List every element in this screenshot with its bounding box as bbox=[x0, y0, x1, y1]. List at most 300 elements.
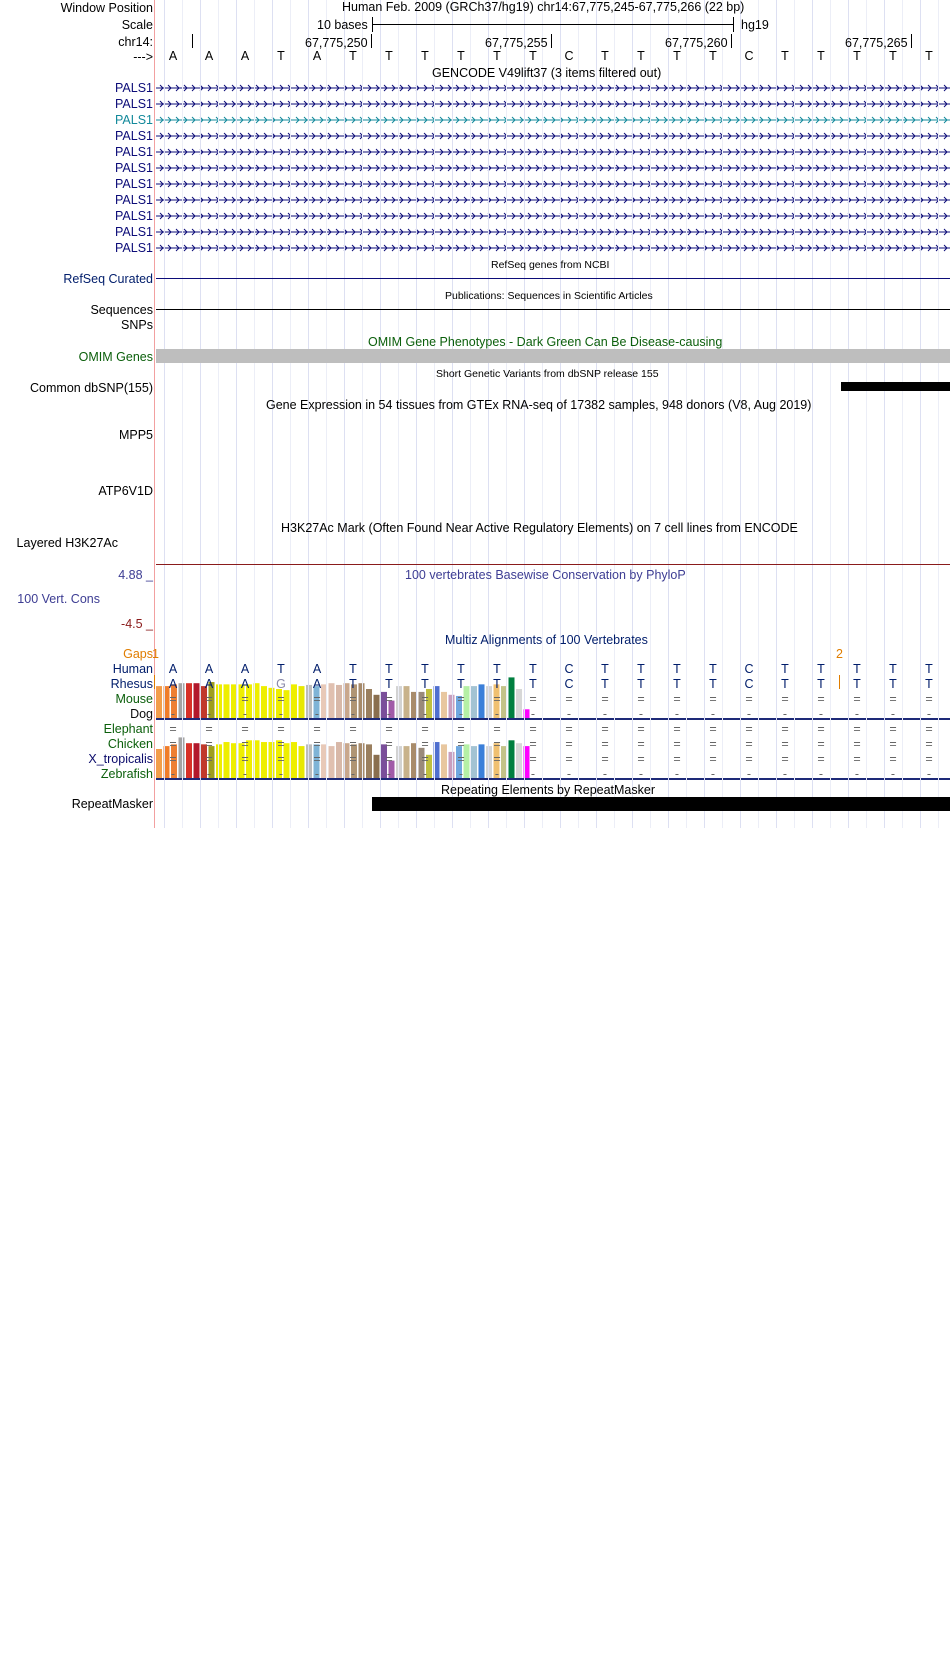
alignment-base: T bbox=[889, 677, 897, 691]
repeatmasker-track-title: Repeating Elements by RepeatMasker bbox=[441, 783, 656, 797]
grid-line bbox=[218, 0, 219, 828]
scale-bar-label: 10 bases bbox=[317, 18, 368, 32]
dbsnp-track-title: Short Genetic Variants from dbSNP release 155 bbox=[436, 368, 659, 380]
alignment-base: - bbox=[638, 767, 644, 781]
grid-line bbox=[452, 0, 453, 828]
alignment-base: - bbox=[458, 707, 464, 721]
repeat-element-bar[interactable] bbox=[372, 797, 950, 811]
grid-line bbox=[416, 0, 417, 828]
species-label[interactable]: Chicken bbox=[107, 737, 153, 751]
assembly-title: Human Feb. 2009 (GRCh37/hg19) chr14:67,775,245-67,775,266 (22 bp) bbox=[342, 0, 745, 14]
alignment-base: = bbox=[349, 722, 357, 736]
grid-line bbox=[740, 0, 741, 828]
gencode-transcript-label[interactable]: PALS1 bbox=[115, 209, 153, 223]
alignment-base: = bbox=[349, 692, 357, 706]
alignment-base: = bbox=[673, 722, 681, 736]
alignment-base: = bbox=[313, 692, 321, 706]
grid-line bbox=[470, 0, 471, 828]
alignment-base: = bbox=[421, 737, 429, 751]
alignment-base: - bbox=[818, 767, 824, 781]
alignment-base: = bbox=[817, 737, 825, 751]
alignment-base: G bbox=[276, 677, 286, 691]
alignment-base: - bbox=[746, 707, 752, 721]
alignment-base: T bbox=[781, 677, 789, 691]
grid-line bbox=[560, 0, 561, 828]
alignment-base: - bbox=[242, 767, 248, 781]
alignment-base: T bbox=[349, 662, 357, 676]
alignment-base: - bbox=[710, 707, 716, 721]
ruler-tick bbox=[911, 34, 912, 48]
conservation-plot[interactable] bbox=[0, 1094, 950, 1656]
alignment-base: = bbox=[565, 737, 573, 751]
dna-base: T bbox=[601, 49, 609, 63]
alignment-base: - bbox=[314, 767, 320, 781]
h3k27ac-track-label[interactable]: Layered H3K27Ac bbox=[16, 536, 118, 550]
species-label[interactable]: Rhesus bbox=[110, 677, 153, 691]
alignment-base: - bbox=[206, 767, 212, 781]
alignment-base: T bbox=[529, 677, 537, 691]
dna-base: T bbox=[925, 49, 933, 63]
alignment-base: - bbox=[170, 707, 176, 721]
species-label[interactable]: Mouse bbox=[115, 692, 153, 706]
grid-line bbox=[290, 0, 291, 828]
grid-line bbox=[380, 0, 381, 828]
ruler-tick bbox=[551, 34, 552, 48]
gtex-track-title: Gene Expression in 54 tissues from GTEx RNA-seq of 17382 samples, 948 donors (V8, Aug 2019) bbox=[266, 398, 812, 412]
alignment-base: = bbox=[601, 737, 609, 751]
gencode-transcript-label[interactable]: PALS1 bbox=[115, 97, 153, 111]
alignment-base: T bbox=[637, 662, 645, 676]
alignment-base: = bbox=[637, 752, 645, 766]
alignment-base: = bbox=[277, 752, 285, 766]
alignment-base: - bbox=[530, 767, 536, 781]
alignment-base: T bbox=[925, 662, 933, 676]
alignment-base: - bbox=[890, 707, 896, 721]
grid-line bbox=[866, 0, 867, 828]
alignment-base: - bbox=[602, 767, 608, 781]
alignment-base: = bbox=[277, 692, 285, 706]
alignment-base: = bbox=[277, 722, 285, 736]
gencode-transcript-label[interactable]: PALS1 bbox=[115, 177, 153, 191]
gencode-transcript-label[interactable]: PALS1 bbox=[115, 113, 153, 127]
refseq-track-label[interactable]: RefSeq Curated bbox=[63, 272, 153, 286]
grid-line bbox=[686, 0, 687, 828]
alignment-base: = bbox=[205, 752, 213, 766]
grid-line bbox=[848, 0, 849, 828]
alignment-base: - bbox=[890, 767, 896, 781]
alignment-base: - bbox=[818, 707, 824, 721]
alignment-base: - bbox=[494, 707, 500, 721]
alignment-base: = bbox=[313, 737, 321, 751]
alignment-base: - bbox=[926, 767, 932, 781]
grid-line bbox=[254, 0, 255, 828]
grid-line bbox=[920, 0, 921, 828]
cons-track-title: 100 vertebrates Basewise Conservation by PhyloP bbox=[405, 568, 686, 582]
alignment-base: T bbox=[781, 662, 789, 676]
alignment-base: = bbox=[385, 752, 393, 766]
alignment-base: = bbox=[565, 752, 573, 766]
alignment-base: = bbox=[709, 692, 717, 706]
dna-base: T bbox=[673, 49, 681, 63]
alignment-base: T bbox=[529, 662, 537, 676]
gencode-transcript-label[interactable]: PALS1 bbox=[115, 161, 153, 175]
alignment-base: = bbox=[529, 722, 537, 736]
gencode-transcript-label[interactable]: PALS1 bbox=[115, 241, 153, 255]
alignment-base: = bbox=[349, 737, 357, 751]
grid-line bbox=[164, 0, 165, 828]
grid-line bbox=[578, 0, 579, 828]
alignment-base: = bbox=[277, 737, 285, 751]
alignment-base: A bbox=[168, 662, 178, 676]
alignment-base: = bbox=[313, 722, 321, 736]
alignment-base: - bbox=[206, 707, 212, 721]
grid-line bbox=[650, 0, 651, 828]
ruler-tick bbox=[371, 34, 372, 48]
alignment-base: - bbox=[602, 707, 608, 721]
alignment-base: = bbox=[205, 722, 213, 736]
gaps-label: Gaps bbox=[123, 647, 153, 661]
alignment-base: = bbox=[781, 752, 789, 766]
strand-label: ---> bbox=[133, 50, 153, 64]
alignment-base: = bbox=[745, 722, 753, 736]
alignment-base: - bbox=[278, 767, 284, 781]
alignment-base: = bbox=[313, 752, 321, 766]
alignment-base: T bbox=[673, 677, 681, 691]
grid-line bbox=[596, 0, 597, 828]
ruler-tick bbox=[731, 34, 732, 48]
alignment-base: - bbox=[566, 707, 572, 721]
grid-line bbox=[362, 0, 363, 828]
alignment-base: = bbox=[889, 752, 897, 766]
chrom-label: chr14: bbox=[118, 35, 153, 49]
alignment-base: = bbox=[637, 692, 645, 706]
dna-base: T bbox=[277, 49, 285, 63]
grid-line bbox=[236, 0, 237, 828]
alignment-base: = bbox=[421, 692, 429, 706]
alignment-base: = bbox=[637, 737, 645, 751]
dna-base: A bbox=[312, 49, 322, 63]
alignment-base: - bbox=[386, 767, 392, 781]
grid-line bbox=[938, 0, 939, 828]
alignment-base: = bbox=[745, 737, 753, 751]
dna-base: T bbox=[817, 49, 825, 63]
snps-track-label[interactable]: SNPs bbox=[121, 318, 153, 332]
alignment-base: = bbox=[601, 692, 609, 706]
alignment-base: - bbox=[314, 707, 320, 721]
alignment-base: = bbox=[241, 692, 249, 706]
alignment-base: T bbox=[817, 662, 825, 676]
alignment-base: = bbox=[493, 752, 501, 766]
alignment-base: = bbox=[529, 692, 537, 706]
alignment-base: = bbox=[493, 737, 501, 751]
alignment-base: T bbox=[385, 662, 393, 676]
alignment-base: = bbox=[241, 722, 249, 736]
scale-label: Scale bbox=[121, 18, 153, 32]
alignment-base: = bbox=[853, 752, 861, 766]
alignment-base: = bbox=[565, 692, 573, 706]
alignment-base: = bbox=[745, 752, 753, 766]
gtex-gene-label-atp6v1d[interactable]: ATP6V1D bbox=[98, 484, 153, 498]
alignment-base: = bbox=[709, 737, 717, 751]
alignment-base: - bbox=[278, 707, 284, 721]
alignment-base: - bbox=[710, 767, 716, 781]
species-label[interactable]: Zebrafish bbox=[100, 767, 153, 781]
cons-ymin-label: -4.5 _ bbox=[121, 617, 153, 631]
alignment-base: = bbox=[853, 737, 861, 751]
grid-line bbox=[434, 0, 435, 828]
alignment-base: - bbox=[746, 767, 752, 781]
alignment-base: T bbox=[889, 662, 897, 676]
h3k27ac-baseline bbox=[156, 564, 950, 565]
dna-base: C bbox=[564, 49, 574, 63]
gencode-transcript-label[interactable]: PALS1 bbox=[115, 129, 153, 143]
alignment-base: = bbox=[709, 722, 717, 736]
alignment-base: T bbox=[637, 677, 645, 691]
publications-line[interactable] bbox=[156, 309, 950, 310]
alignment-base: = bbox=[925, 737, 933, 751]
alignment-base: C bbox=[564, 662, 574, 676]
alignment-base: T bbox=[817, 677, 825, 691]
omim-gene-bar[interactable] bbox=[156, 349, 950, 363]
alignment-base: - bbox=[242, 707, 248, 721]
alignment-base: A bbox=[312, 662, 322, 676]
grid-line bbox=[830, 0, 831, 828]
gap-mark: 2 bbox=[836, 647, 843, 661]
alignment-base: T bbox=[349, 677, 357, 691]
alignment-base: = bbox=[205, 692, 213, 706]
dna-base: T bbox=[457, 49, 465, 63]
h3k27ac-track-title: H3K27Ac Mark (Often Found Near Active Regulatory Elements) on 7 cell lines from ENCODE bbox=[281, 521, 798, 535]
alignment-base: = bbox=[745, 692, 753, 706]
gap-marker bbox=[154, 675, 155, 689]
grid-line bbox=[398, 0, 399, 828]
dbsnp-track-label[interactable]: Common dbSNP(155) bbox=[30, 381, 153, 395]
gencode-transcript-label[interactable]: PALS1 bbox=[115, 81, 153, 95]
grid-line bbox=[794, 0, 795, 828]
coord-tick-label: 67,775,250 bbox=[305, 36, 368, 50]
alignment-base: = bbox=[457, 692, 465, 706]
alignment-base: C bbox=[744, 677, 754, 691]
alignment-base: - bbox=[458, 767, 464, 781]
side-label-divider bbox=[154, 0, 155, 828]
alignment-base: T bbox=[853, 662, 861, 676]
alignment-base: = bbox=[889, 692, 897, 706]
gencode-transcript-label[interactable]: PALS1 bbox=[115, 193, 153, 207]
dna-base: A bbox=[168, 49, 178, 63]
dna-base: T bbox=[349, 49, 357, 63]
alignment-base: = bbox=[457, 752, 465, 766]
omim-track-label[interactable]: OMIM Genes bbox=[78, 350, 153, 364]
species-label[interactable]: Elephant bbox=[103, 722, 153, 736]
dna-base: T bbox=[853, 49, 861, 63]
alignment-base: = bbox=[601, 722, 609, 736]
grid-line bbox=[668, 0, 669, 828]
grid-line bbox=[344, 0, 345, 828]
sequences-track-label[interactable]: Sequences bbox=[90, 303, 153, 317]
alignment-base: - bbox=[566, 767, 572, 781]
species-label[interactable]: X_tropicalis bbox=[88, 752, 153, 766]
gap-marker bbox=[839, 675, 840, 689]
alignment-base: - bbox=[782, 767, 788, 781]
alignment-base: T bbox=[457, 662, 465, 676]
grid-line bbox=[506, 0, 507, 828]
alignment-base: T bbox=[709, 662, 717, 676]
scale-bar-right-tick bbox=[733, 17, 734, 32]
alignment-base: A bbox=[312, 677, 322, 691]
grid-line bbox=[632, 0, 633, 828]
scale-bar bbox=[372, 24, 733, 25]
grid-line bbox=[182, 0, 183, 828]
dna-base: T bbox=[781, 49, 789, 63]
alignment-base: = bbox=[817, 752, 825, 766]
alignment-base: T bbox=[709, 677, 717, 691]
alignment-base: - bbox=[422, 767, 428, 781]
alignment-base: = bbox=[421, 752, 429, 766]
grid-line bbox=[776, 0, 777, 828]
assembly-tag: hg19 bbox=[741, 18, 769, 32]
alignment-base: - bbox=[386, 707, 392, 721]
alignment-base: T bbox=[457, 677, 465, 691]
alignment-base: = bbox=[169, 752, 177, 766]
grid-line bbox=[884, 0, 885, 828]
alignment-base: = bbox=[889, 722, 897, 736]
alignment-base: C bbox=[744, 662, 754, 676]
species-label[interactable]: Dog bbox=[130, 707, 153, 721]
grid-line bbox=[902, 0, 903, 828]
grid-line bbox=[812, 0, 813, 828]
cons-track-label[interactable]: 100 Vert. Cons bbox=[17, 592, 100, 606]
alignment-base: C bbox=[564, 677, 574, 691]
coord-tick-label: 67,775,255 bbox=[485, 36, 548, 50]
dna-base: T bbox=[421, 49, 429, 63]
alignment-base: = bbox=[241, 752, 249, 766]
window-position-label: Window Position bbox=[60, 1, 153, 15]
grid-line bbox=[200, 0, 201, 828]
grid-line bbox=[614, 0, 615, 828]
alignment-base: = bbox=[637, 722, 645, 736]
alignment-base: - bbox=[854, 707, 860, 721]
alignment-base: = bbox=[673, 752, 681, 766]
alignment-base: = bbox=[925, 692, 933, 706]
alignment-base: = bbox=[349, 752, 357, 766]
ruler-tick bbox=[192, 34, 193, 48]
alignment-base: = bbox=[241, 737, 249, 751]
gencode-transcript-label[interactable]: PALS1 bbox=[115, 145, 153, 159]
alignment-base: - bbox=[530, 707, 536, 721]
gtex-gene-label-mpp5[interactable]: MPP5 bbox=[118, 428, 153, 442]
alignment-base: A bbox=[240, 677, 250, 691]
grid-line bbox=[704, 0, 705, 828]
gencode-transcript-label[interactable]: PALS1 bbox=[115, 225, 153, 239]
alignment-base: - bbox=[674, 767, 680, 781]
alignment-base: = bbox=[565, 722, 573, 736]
alignment-base: = bbox=[817, 722, 825, 736]
alignment-base: = bbox=[601, 752, 609, 766]
alignment-base: T bbox=[277, 662, 285, 676]
alignment-base: = bbox=[529, 752, 537, 766]
alignment-base: = bbox=[673, 737, 681, 751]
alignment-base: = bbox=[493, 722, 501, 736]
alignment-base: = bbox=[709, 752, 717, 766]
alignment-base: = bbox=[853, 722, 861, 736]
alignment-base: = bbox=[385, 722, 393, 736]
alignment-base: = bbox=[385, 692, 393, 706]
dna-base: T bbox=[529, 49, 537, 63]
grid-line bbox=[272, 0, 273, 828]
alignment-base: = bbox=[169, 692, 177, 706]
alignment-base: = bbox=[421, 722, 429, 736]
alignment-base: = bbox=[457, 722, 465, 736]
dna-base: T bbox=[493, 49, 501, 63]
alignment-base: - bbox=[926, 707, 932, 721]
grid-line bbox=[758, 0, 759, 828]
alignment-base: = bbox=[529, 737, 537, 751]
grid-line bbox=[524, 0, 525, 828]
omim-track-title: OMIM Gene Phenotypes - Dark Green Can Be Disease-causing bbox=[368, 335, 723, 349]
alignment-base: = bbox=[169, 722, 177, 736]
dna-base: T bbox=[637, 49, 645, 63]
alignment-base: = bbox=[673, 692, 681, 706]
refseq-track-title: RefSeq genes from NCBI bbox=[491, 259, 610, 271]
alignment-base: = bbox=[889, 737, 897, 751]
alignment-base: - bbox=[170, 767, 176, 781]
alignment-base: = bbox=[493, 692, 501, 706]
alignment-base: - bbox=[638, 707, 644, 721]
dna-base: C bbox=[744, 49, 754, 63]
dna-base: A bbox=[204, 49, 214, 63]
alignment-base: = bbox=[385, 737, 393, 751]
cons-ymax-label: 4.88 _ bbox=[118, 568, 153, 582]
alignment-base: - bbox=[494, 767, 500, 781]
multiz-track-title: Multiz Alignments of 100 Vertebrates bbox=[445, 633, 648, 647]
dna-base: A bbox=[240, 49, 250, 63]
alignment-base: T bbox=[385, 677, 393, 691]
repeatmasker-track-label[interactable]: RepeatMasker bbox=[71, 797, 153, 811]
alignment-base: T bbox=[673, 662, 681, 676]
gap-mark: 1 bbox=[152, 647, 159, 661]
dna-base: T bbox=[889, 49, 897, 63]
gencode-track-title: GENCODE V49lift37 (3 items filtered out) bbox=[432, 66, 662, 80]
coord-tick-label: 67,775,265 bbox=[845, 36, 908, 50]
dbsnp-variant-bar[interactable] bbox=[841, 382, 950, 391]
alignment-base: A bbox=[240, 662, 250, 676]
alignment-base: = bbox=[925, 752, 933, 766]
alignment-base: A bbox=[204, 677, 214, 691]
alignment-base: = bbox=[205, 737, 213, 751]
alignment-base: = bbox=[925, 722, 933, 736]
coord-tick-label: 67,775,260 bbox=[665, 36, 728, 50]
alignment-base: - bbox=[854, 767, 860, 781]
alignment-base: - bbox=[350, 707, 356, 721]
alignment-base: - bbox=[782, 707, 788, 721]
dna-base: T bbox=[709, 49, 717, 63]
alignment-base: = bbox=[457, 737, 465, 751]
species-label[interactable]: Human bbox=[112, 662, 153, 676]
alignment-base: A bbox=[204, 662, 214, 676]
alignment-base: T bbox=[601, 677, 609, 691]
alignment-base: T bbox=[493, 677, 501, 691]
grid-line bbox=[308, 0, 309, 828]
alignment-base: = bbox=[817, 692, 825, 706]
alignment-base: T bbox=[925, 677, 933, 691]
alignment-base: T bbox=[421, 662, 429, 676]
alignment-base: T bbox=[493, 662, 501, 676]
grid-line bbox=[722, 0, 723, 828]
refseq-gene-line[interactable] bbox=[156, 278, 950, 279]
dna-base: T bbox=[385, 49, 393, 63]
alignment-base: = bbox=[781, 692, 789, 706]
grid-line bbox=[488, 0, 489, 828]
